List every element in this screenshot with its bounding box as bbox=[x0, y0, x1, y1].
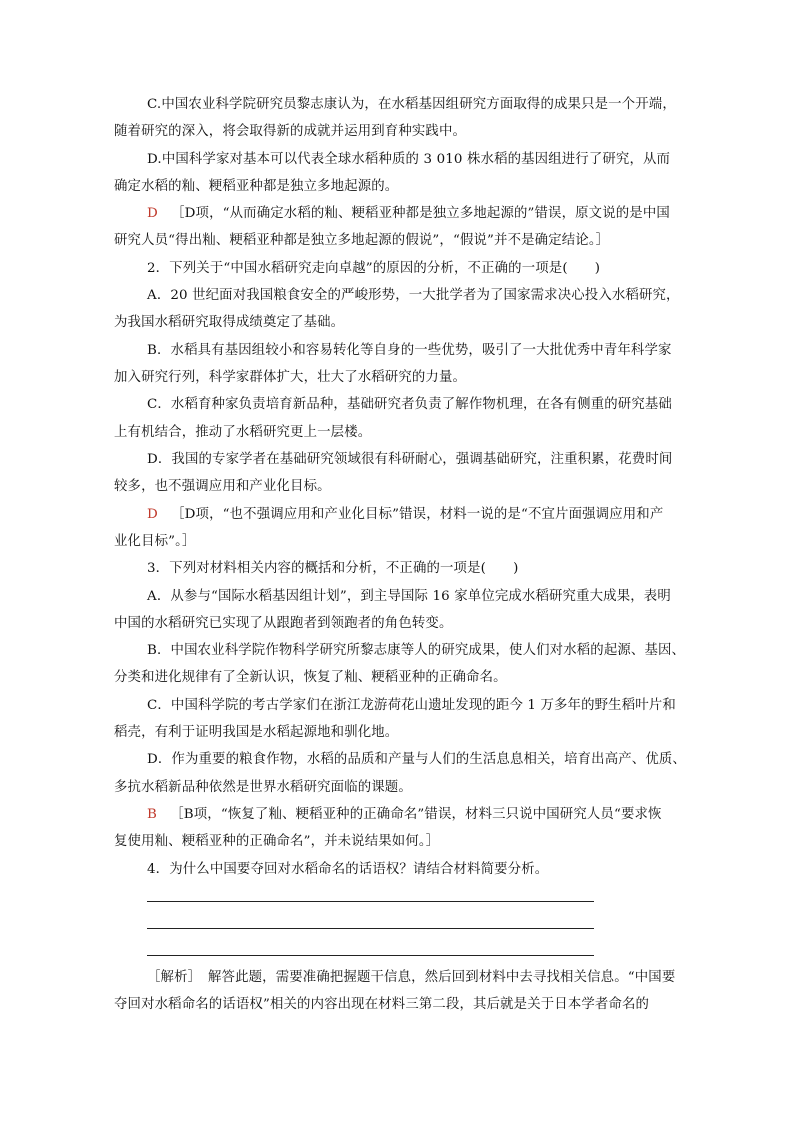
q2-stem: 2．下列关于“中国水稻研究走向卓越”的原因的分析，不正确的一项是( ) bbox=[147, 261, 601, 276]
q3-option-d-line1: D．作为重要的粮食作物，水稻的品质和产量与人们的生活息息相关，培育出高产、优质、 bbox=[147, 752, 686, 767]
q1-option-d-line1: D.中国科学家对基本可以代表全球水稻种质的 3 010 株水稻的基因组进行了研究，从而 bbox=[147, 152, 671, 167]
q3-option-a-line2: 中国的水稻研究已实现了从跟跑者到领跑者的角色转变。 bbox=[114, 616, 453, 631]
q3-option-d-line2: 多抗水稻新品种依然是世界水稻研究面临的课题。 bbox=[114, 780, 412, 795]
q3-answer-line2: 复使用籼、粳稻亚种的正确命名”，并未说结果如何。］ bbox=[114, 834, 440, 849]
q3-option-a-line1: A．从参与“国际水稻基因组计划”，到主导国际 16 家单位完成水稻研究重大成果，表明 bbox=[147, 589, 671, 604]
q3-option-c-line1: C．中国科学院的考古学家们在浙江龙游荷花山遗址发现的距今 1 万多年的野生稻叶片和 bbox=[147, 698, 676, 713]
q3-answer-letter: B bbox=[147, 807, 157, 822]
q2-answer-letter: D bbox=[147, 507, 158, 522]
q2-option-b-line1: B．水稻具有基因组较小和容易转化等自身的一些优势，吸引了一大批优秀中青年科学家 bbox=[147, 343, 672, 358]
q2-option-a-line2: 为我国水稻研究取得成绩奠定了基础。 bbox=[114, 315, 345, 330]
q3-answer-text: ［B项，“恢复了籼、粳稻亚种的正确命名”错误，材料三只说中国研究人员“要求恢 bbox=[170, 807, 662, 822]
q1-option-c-line2: 随着研究的深入，将会取得新的成就并运用到育种实践中。 bbox=[114, 124, 467, 139]
q2-option-c-line1: C．水稻育种家负责培育新品种，基础研究者负责了解作物机理，在各有侧重的研究基础 bbox=[147, 397, 672, 412]
analysis-line2: 夺回对水稻命名的话语权”相关的内容出现在材料三第二段，其后就是关于日本学者命名的 bbox=[114, 997, 650, 1012]
q1-option-c-line1: C.中国农业科学院研究员黎志康认为，在水稻基因组研究方面取得的成果只是一个开端， bbox=[147, 97, 676, 112]
answer-line-2 bbox=[147, 928, 594, 929]
q2-option-d-line1: D．我国的专家学者在基础研究领域很有科研耐心，强调基础研究，注重积累，花费时间 bbox=[147, 452, 673, 467]
q2-answer-line2: 业化目标”。］ bbox=[114, 534, 196, 549]
q2-option-c-line2: 上有机结合，推动了水稻研究更上一层楼。 bbox=[114, 425, 372, 440]
q1-answer-letter: D bbox=[147, 206, 158, 221]
q2-answer-text: ［D项，“也不强调应用和产业化目标”错误，材料一说的是“不宜片面强调应用和产 bbox=[171, 507, 664, 522]
q1-option-d-line2: 确定水稻的籼、粳稻亚种都是独立多地起源的。 bbox=[114, 179, 399, 194]
q2-answer-line1 bbox=[147, 506, 663, 524]
q3-option-c-line2: 稻壳，有利于证明我国是水稻起源地和驯化地。 bbox=[114, 725, 399, 740]
analysis-line1: ［解析］ 解答此题，需要准确把握题干信息，然后回到材料中去寻找相关信息。“中国要 bbox=[147, 970, 676, 985]
q2-option-d-line2: 较多，也不强调应用和产业化目标。 bbox=[114, 479, 331, 494]
q1-answer-line2: 研究人员“得出籼、粳稻亚种都是独立多地起源的假说”，“假说”并不是确定结论。］ bbox=[114, 233, 610, 248]
answer-line-3 bbox=[147, 955, 594, 956]
q2-option-a-line1: A．20 世纪面对我国粮食安全的严峻形势，一大批学者为了国家需求决心投入水稻研究， bbox=[147, 288, 680, 303]
q3-option-b-line2: 分类和进化规律有了全新认识，恢复了籼、粳稻亚种的正确命名。 bbox=[114, 670, 507, 685]
q3-answer-line1 bbox=[147, 806, 662, 824]
q3-option-b-line1: B．中国农业科学院作物科学研究所黎志康等人的研究成果，使人们对水稻的起源、基因、 bbox=[147, 643, 686, 658]
q4-stem: 4．为什么中国要夺回对水稻命名的话语权？请结合材料简要分析。 bbox=[147, 862, 549, 877]
answer-line-1 bbox=[147, 901, 594, 902]
q1-answer-text: ［D项，“从而确定水稻的籼、粳稻亚种都是独立多地起源的”错误，原文说的是中国 bbox=[171, 206, 670, 221]
q2-option-b-line2: 加入研究行列，科学家群体扩大，壮大了水稻研究的力量。 bbox=[114, 370, 467, 385]
q1-answer-line1 bbox=[147, 205, 670, 223]
q3-stem: 3．下列对材料相关内容的概括和分析，不正确的一项是( ) bbox=[147, 561, 519, 576]
